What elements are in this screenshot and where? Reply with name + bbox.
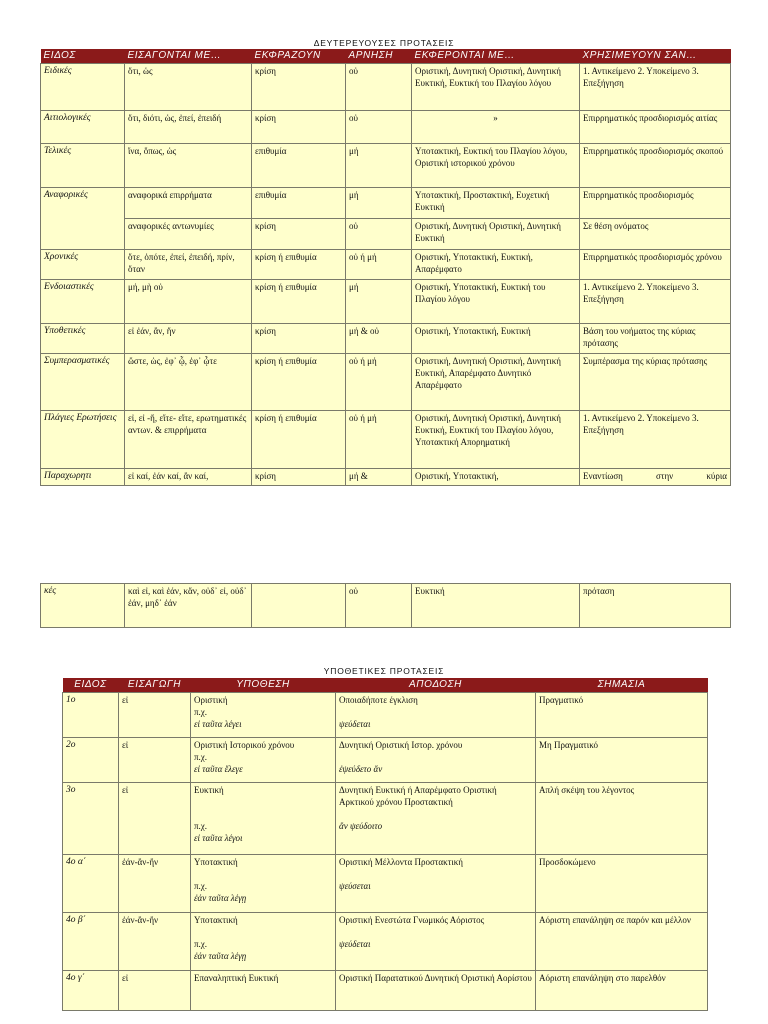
cell-express: κρίση bbox=[252, 324, 346, 354]
cell-mood: Οριστική, Υποτακτική, bbox=[412, 469, 580, 486]
cell-kind: 3ο bbox=[63, 783, 119, 855]
cell-mood: Υποτακτική, Ευκτική του Πλαγίου λόγου, Οριστική ιστορικού χρόνου bbox=[412, 144, 580, 188]
table-row bbox=[63, 971, 708, 1011]
header-cell: ΕΙΣΑΓΩΓΗ bbox=[119, 678, 191, 693]
hypothesis-example: ἐάν ταῦτα λέγῃ bbox=[194, 893, 247, 903]
cell-meaning: Προσδοκώμενο bbox=[536, 855, 708, 913]
table-row bbox=[41, 324, 731, 354]
cell-intro: ἐάν-ἄν-ἤν bbox=[119, 855, 191, 913]
cell-negation: οὐ bbox=[346, 584, 412, 628]
cell-hypothesis bbox=[191, 783, 336, 855]
cell-mood: Οριστική, Υποτακτική, Ευκτική του Πλαγίου λόγου bbox=[412, 280, 580, 324]
cell-negation: οὐ bbox=[346, 64, 412, 111]
table-row bbox=[41, 111, 731, 144]
table-row bbox=[63, 855, 708, 913]
cell-intro: ὅτι, ὡς bbox=[125, 64, 252, 111]
cell-intro: εἰ ἐάν, ἄν, ἤν bbox=[125, 324, 252, 354]
cell-meaning: Αόριστη επανάληψη σε παρόν και μέλλον bbox=[536, 913, 708, 971]
hypothesis-mood: Οριστική bbox=[194, 695, 228, 705]
table-row bbox=[41, 411, 731, 469]
apodosis-example: ψεύδεται bbox=[339, 719, 371, 729]
cell-intro: αναφορικά επιρρήματα bbox=[125, 188, 252, 219]
apodosis-example: ἄν ψεύδοιτο bbox=[339, 821, 383, 831]
cell-hypothesis bbox=[191, 971, 336, 1011]
cell-meaning: Απλή σκέψη του λέγοντος bbox=[536, 783, 708, 855]
cell-usage: 1. Αντικείμενο 2. Υποκείμενο 3. Επεξήγηση bbox=[580, 64, 731, 111]
cell-negation: οὐ bbox=[346, 111, 412, 144]
cell-kind: Ειδικές bbox=[41, 64, 125, 111]
cell-usage: Επιρρηματικός προσδιορισμός αιτίας bbox=[580, 111, 731, 144]
cell-meaning: Αόριστη επανάληψη στο παρελθόν bbox=[536, 971, 708, 1011]
header-cell: ΧΡΗΣΙΜΕΥΟΥΝ ΣΑΝ… bbox=[580, 49, 731, 64]
cell-meaning: Πραγματικό bbox=[536, 693, 708, 738]
cell-mood: Οριστική, Δυνητική Οριστική, Δυνητική Ευκτική, Απαρέμφατο Δυνητικό Απαρέμφατο bbox=[412, 354, 580, 411]
cell-negation: μή & bbox=[346, 469, 412, 486]
table-row bbox=[41, 280, 731, 324]
cell-mood: Υποτακτική, Προστακτική, Ευχετική Ευκτική bbox=[412, 188, 580, 219]
cell-kind: 1ο bbox=[63, 693, 119, 738]
cell-kind: Υποθετικές bbox=[41, 324, 125, 354]
cell-intro: καὶ εἰ, καὶ ἐάν, κἄν, οὐδ᾽ εἰ, οὐδ᾽ ἐάν, μηδ᾽ ἐάν bbox=[125, 584, 252, 628]
apodosis-mood: Οριστική Μέλλοντα Προστακτική bbox=[339, 857, 463, 867]
example-label: π.χ. bbox=[194, 707, 208, 717]
cell-kind: Χρονικές bbox=[41, 250, 125, 280]
table-row bbox=[63, 738, 708, 783]
cell-express: κρίση bbox=[252, 219, 346, 250]
hypothesis-example: εἰ ταῦτα λέγοι bbox=[194, 833, 243, 843]
cell-negation: οὐ ή μή bbox=[346, 354, 412, 411]
cell-intro: μή, μὴ οὐ bbox=[125, 280, 252, 324]
header-cell: ΣΗΜΑΣΙΑ bbox=[536, 678, 708, 693]
cell-usage: Συμπέρασμα της κύριας πρότασης bbox=[580, 354, 731, 411]
cell-express: κρίση ή επιθυμία bbox=[252, 354, 346, 411]
cell-kind: Τελικές bbox=[41, 144, 125, 188]
cell-kind: 2ο bbox=[63, 738, 119, 783]
header-cell: ΕΙΔΟΣ bbox=[63, 678, 119, 693]
cell-hypothesis bbox=[191, 855, 336, 913]
table-row bbox=[41, 64, 731, 111]
apodosis-mood: Οριστική Παρατατικού Δυνητική Οριστική Αορίστου bbox=[339, 973, 532, 983]
example-label: π.χ. bbox=[194, 881, 208, 891]
cell-intro: εἰ, εἰ -ἤ, εἴτε- εἴτε, ερωτηματικές αντων. & επιρρήματα bbox=[125, 411, 252, 469]
cell-negation: οὐ bbox=[346, 219, 412, 250]
table2-title: ΥΠΟΘΕΤΙΚΕΣ ΠΡΟΤΑΣΕΙΣ bbox=[323, 666, 445, 676]
cell-hypothesis bbox=[191, 738, 336, 783]
cell-intro: ὥστε, ὡς, ἐφ᾽ ᾧ, ἐφ᾽ ᾧτε bbox=[125, 354, 252, 411]
cell-usage: 1. Αντικείμενο 2. Υποκείμενο 3. Επεξήγηση bbox=[580, 280, 731, 324]
cell-mood: » bbox=[412, 111, 580, 144]
cell-intro: ἵνα, ὅπως, ὡς bbox=[125, 144, 252, 188]
subordinate-clauses-table bbox=[40, 49, 731, 486]
cell-express: κρίση bbox=[252, 111, 346, 144]
cell-apodosis bbox=[336, 855, 536, 913]
cell-express: επιθυμία bbox=[252, 188, 346, 219]
cell-usage: Εναντίωση στην κύρια bbox=[580, 469, 731, 486]
cell-usage: Επιρρηματικός προσδιορισμός bbox=[580, 188, 731, 219]
cell-intro: εἰ bbox=[119, 971, 191, 1011]
cell-kind: 4ο α΄ bbox=[63, 855, 119, 913]
conditional-clauses-table bbox=[62, 678, 708, 1011]
cell-negation: μή bbox=[346, 280, 412, 324]
example-label: π.χ. bbox=[194, 821, 208, 831]
cell-express: κρίση ή επιθυμία bbox=[252, 250, 346, 280]
subordinate-clauses-table-continued bbox=[40, 583, 731, 628]
cell-apodosis bbox=[336, 783, 536, 855]
cell-kind: κές bbox=[41, 584, 125, 628]
hypothesis-mood: Υποτακτική bbox=[194, 857, 238, 867]
cell-intro: ἐάν-ἄν-ἤν bbox=[119, 913, 191, 971]
table-row bbox=[41, 250, 731, 280]
table-row bbox=[41, 584, 731, 628]
cell-apodosis bbox=[336, 693, 536, 738]
cell-kind: Πλάγιες Ερωτήσεις bbox=[41, 411, 125, 469]
cell-kind: 4ο γ΄ bbox=[63, 971, 119, 1011]
header-cell: ΕΚΦΕΡΟΝΤΑΙ ΜΕ… bbox=[412, 49, 580, 64]
cell-intro: εἰ bbox=[119, 783, 191, 855]
cell-hypothesis bbox=[191, 913, 336, 971]
apodosis-mood: Δυνητική Ευκτική ή Απαρέμφατο Οριστική Αρκτικού χρόνου Προστακτική bbox=[339, 785, 497, 807]
header-cell: ΕΙΣΑΓΟΝΤΑΙ ΜΕ… bbox=[125, 49, 252, 64]
cell-negation: μή bbox=[346, 188, 412, 219]
cell-apodosis bbox=[336, 971, 536, 1011]
hypothesis-mood: Οριστική Ιστορικού χρόνου bbox=[194, 740, 295, 750]
cell-meaning: Μη Πραγματικό bbox=[536, 738, 708, 783]
cell-kind: Αναφορικές bbox=[41, 188, 125, 219]
table-row bbox=[63, 913, 708, 971]
cell-intro: ὅτι, διότι, ὡς, ἐπεί, ἐπειδή bbox=[125, 111, 252, 144]
cell-intro: ὅτε, ὁπότε, ἐπεί, ἐπειδή, πρίν, ὅταν bbox=[125, 250, 252, 280]
cell-apodosis bbox=[336, 738, 536, 783]
hypothesis-example: εἰ ταῦτα λέγει bbox=[194, 719, 242, 729]
cell-usage: Σε θέση ονόματος bbox=[580, 219, 731, 250]
header-cell: ΑΠΟΔΟΣΗ bbox=[336, 678, 536, 693]
cell-mood: Ευκτική bbox=[412, 584, 580, 628]
cell-mood: Οριστική, Δυνητική Οριστική, Δυνητική Ευκτική, Ευκτική του Πλαγίου λόγου, Υποτακτική Απορηματική bbox=[412, 411, 580, 469]
apodosis-mood: Οποιαδήποτε έγκλιση bbox=[339, 695, 418, 705]
cell-express bbox=[252, 584, 346, 628]
table-row bbox=[41, 219, 731, 250]
apodosis-example: ἐψεύδετο ἄν bbox=[339, 764, 383, 774]
apodosis-example: ψεύσεται bbox=[339, 881, 371, 891]
cell-intro: εἰ καί, ἐάν καί, ἄν καί, bbox=[125, 469, 252, 486]
cell-usage: Επιρρηματικός προσδιορισμός σκοπού bbox=[580, 144, 731, 188]
hypothesis-mood: Υποτακτική bbox=[194, 915, 238, 925]
cell-apodosis bbox=[336, 913, 536, 971]
cell-usage: 1. Αντικείμενο 2. Υποκείμενο 3. Επεξήγηση bbox=[580, 411, 731, 469]
cell-express: κρίση bbox=[252, 64, 346, 111]
cell-kind bbox=[41, 219, 125, 250]
cell-negation: οὐ ή μή bbox=[346, 250, 412, 280]
header-cell: ΑΡΝΗΣΗ bbox=[346, 49, 412, 64]
cell-intro: αναφορικές αντωνυμίες bbox=[125, 219, 252, 250]
cell-hypothesis bbox=[191, 693, 336, 738]
table-header-row bbox=[41, 49, 731, 64]
cell-usage: πρόταση bbox=[580, 584, 731, 628]
example-label: π.χ. bbox=[194, 752, 208, 762]
example-label: π.χ. bbox=[194, 939, 208, 949]
cell-express: επιθυμία bbox=[252, 144, 346, 188]
apodosis-mood: Οριστική Ενεστώτα Γνωμικός Αόριστος bbox=[339, 915, 485, 925]
cell-negation: οὐ ή μή bbox=[346, 411, 412, 469]
cell-kind: Συμπερασματικές bbox=[41, 354, 125, 411]
hypothesis-example: ἐάν ταῦτα λέγῃ bbox=[194, 951, 247, 961]
table-row bbox=[41, 188, 731, 219]
table-row bbox=[63, 693, 708, 738]
cell-kind: Παραχωρητι bbox=[41, 469, 125, 486]
cell-express: κρίση bbox=[252, 469, 346, 486]
hypothesis-mood: Ευκτική bbox=[194, 785, 224, 795]
header-cell: ΕΙΔΟΣ bbox=[41, 49, 125, 64]
table-header-row bbox=[63, 678, 708, 693]
apodosis-example: ψεύδεται bbox=[339, 939, 371, 949]
table-row bbox=[63, 783, 708, 855]
cell-express: κρίση ή επιθυμία bbox=[252, 411, 346, 469]
cell-usage: Βάση του νοήματος της κύριας πρότασης bbox=[580, 324, 731, 354]
cell-intro: εἰ bbox=[119, 693, 191, 738]
apodosis-mood: Δυνητική Οριστική Ιστορ. χρόνου bbox=[339, 740, 463, 750]
cell-kind: Ενδοιαστικές bbox=[41, 280, 125, 324]
cell-express: κρίση ή επιθυμία bbox=[252, 280, 346, 324]
table-row bbox=[41, 144, 731, 188]
header-cell: ΕΚΦΡΑΖΟΥΝ bbox=[252, 49, 346, 64]
cell-kind: Αιτιολογικές bbox=[41, 111, 125, 144]
table1-title: ΔΕΥΤΕΡΕΥΟΥΣΕΣ ΠΡΟΤΑΣΕΙΣ bbox=[313, 38, 455, 48]
cell-intro: εἰ bbox=[119, 738, 191, 783]
cell-usage: Επιρρηματικός προσδιορισμός χρόνου bbox=[580, 250, 731, 280]
cell-mood: Οριστική, Δυνητική Οριστική, Δυνητική Ευκτική bbox=[412, 219, 580, 250]
table-row bbox=[41, 354, 731, 411]
header-cell: ΥΠΟΘΕΣΗ bbox=[191, 678, 336, 693]
cell-mood: Οριστική, Υποτακτική, Ευκτική, Απαρέμφατο bbox=[412, 250, 580, 280]
cell-negation: μή bbox=[346, 144, 412, 188]
cell-kind: 4ο β΄ bbox=[63, 913, 119, 971]
cell-negation: μή & οὐ bbox=[346, 324, 412, 354]
hypothesis-example: εἰ ταῦτα ἔλεγε bbox=[194, 764, 243, 774]
table-row bbox=[41, 469, 731, 486]
cell-mood: Οριστική, Δυνητική Οριστική, Δυνητική Ευκτική, Ευκτική του Πλαγίου λόγου bbox=[412, 64, 580, 111]
hypothesis-mood: Επαναληπτική Ευκτική bbox=[194, 973, 279, 983]
cell-mood: Οριστική, Υποτακτική, Ευκτική bbox=[412, 324, 580, 354]
